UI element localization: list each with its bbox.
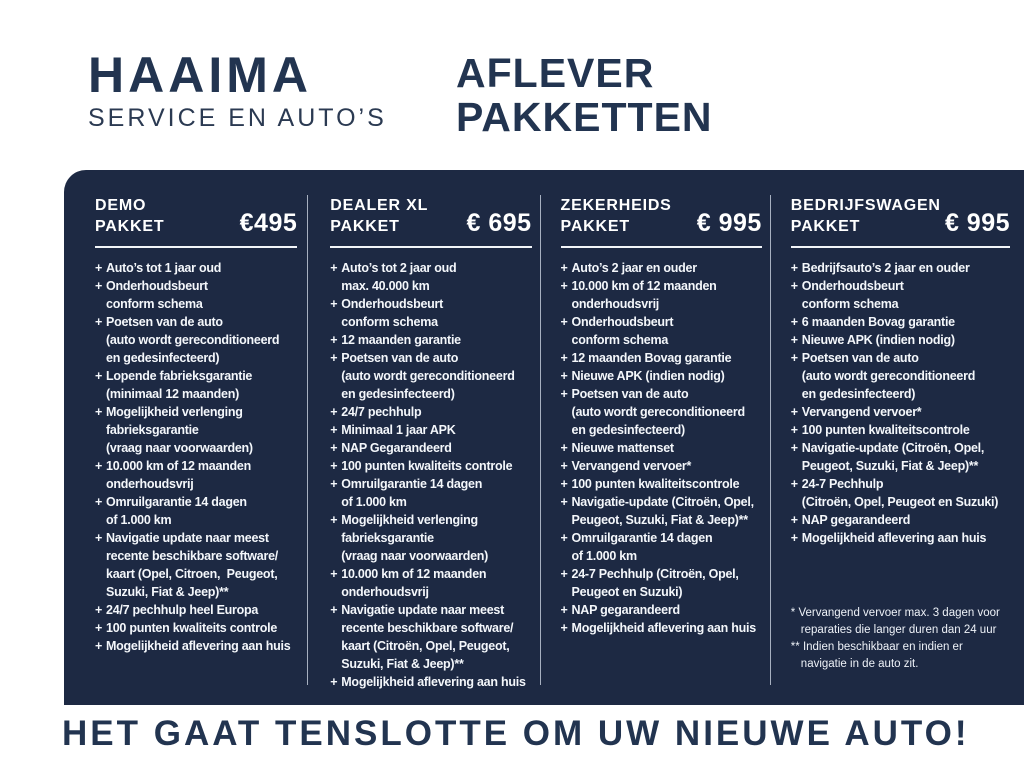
feature-text bbox=[802, 349, 1010, 403]
package-price: €495 bbox=[239, 209, 298, 237]
feature-item bbox=[95, 367, 297, 403]
plus-marker: + bbox=[330, 405, 338, 419]
plus-marker: + bbox=[330, 261, 338, 275]
feature-item bbox=[791, 421, 1010, 439]
feature-line: Mogelijkheid verlenging bbox=[106, 405, 243, 419]
footnote bbox=[791, 639, 1010, 673]
package-header bbox=[330, 195, 531, 237]
package-name bbox=[791, 195, 941, 237]
plus-marker: + bbox=[790, 513, 799, 527]
package-name-line: PAKKET bbox=[330, 218, 400, 235]
feature-item bbox=[95, 601, 297, 619]
page-title bbox=[456, 52, 713, 140]
feature-line: onderhoudsvrij bbox=[341, 585, 429, 599]
feature-line: (auto wordt gereconditioneerd bbox=[341, 369, 515, 383]
feature-line: conform schema bbox=[341, 315, 438, 329]
feature-line: 10.000 km of 12 maanden bbox=[571, 279, 717, 293]
feature-text bbox=[106, 601, 297, 619]
feature-line: max. 40.000 km bbox=[341, 279, 430, 293]
plus-marker: + bbox=[560, 495, 568, 509]
feature-item bbox=[561, 529, 762, 565]
feature-line: 24-7 Pechhulp (Citroën, Opel, bbox=[571, 567, 739, 581]
plus-marker: + bbox=[95, 621, 103, 635]
feature-item bbox=[330, 475, 531, 511]
feature-item bbox=[330, 421, 531, 439]
plus-marker: + bbox=[560, 261, 568, 275]
package-name bbox=[95, 195, 164, 237]
feature-line: Nieuwe APK (indien nodig) bbox=[571, 369, 725, 383]
feature-text bbox=[341, 439, 531, 457]
feature-text bbox=[572, 349, 762, 367]
feature-text bbox=[802, 511, 1010, 529]
feature-item bbox=[791, 511, 1010, 529]
feature-text bbox=[106, 529, 297, 601]
feature-item bbox=[791, 439, 1010, 475]
feature-text bbox=[802, 277, 1010, 313]
footnote-line: ** Indien beschikbaar en indien er bbox=[790, 641, 963, 653]
feature-line: Bedrijfsauto’s 2 jaar en ouder bbox=[801, 261, 970, 275]
feature-item bbox=[330, 439, 531, 457]
feature-line: 100 punten kwaliteitscontrole bbox=[571, 477, 740, 491]
feature-line: (auto wordt gereconditioneerd bbox=[106, 333, 280, 347]
feature-line: Navigatie update naar meest bbox=[341, 603, 505, 617]
feature-item bbox=[95, 259, 297, 277]
feature-item bbox=[561, 259, 762, 277]
feature-text bbox=[106, 637, 297, 655]
package-name bbox=[330, 195, 428, 237]
package-header bbox=[95, 195, 297, 237]
feature-line: NAP gegarandeerd bbox=[801, 513, 911, 527]
footnote bbox=[791, 605, 1010, 639]
feature-line: Omruilgarantie 14 dagen bbox=[571, 531, 713, 545]
feature-line: Mogelijkheid aflevering aan huis bbox=[801, 531, 987, 545]
feature-line: 100 punten kwaliteits controle bbox=[341, 459, 513, 473]
feature-line: en gedesinfecteerd) bbox=[801, 387, 916, 401]
feature-line: kaart (Opel, Citroen, Peugeot, bbox=[106, 567, 278, 581]
feature-line: Navigatie-update (Citroën, Opel, bbox=[571, 495, 754, 509]
package-feature-list bbox=[95, 259, 297, 655]
feature-text bbox=[802, 529, 1010, 547]
package-name-line: DEMO bbox=[95, 197, 147, 214]
package-feature-list bbox=[561, 259, 762, 637]
feature-text bbox=[572, 277, 762, 313]
feature-text bbox=[572, 439, 762, 457]
page-title-line1: AFLEVER bbox=[456, 50, 655, 96]
package-column bbox=[64, 170, 307, 705]
plus-marker: + bbox=[790, 477, 799, 491]
feature-item bbox=[95, 403, 297, 457]
feature-item bbox=[330, 673, 531, 691]
feature-item bbox=[330, 259, 531, 295]
feature-text bbox=[572, 313, 762, 349]
feature-line: fabrieksgarantie bbox=[106, 423, 199, 437]
package-header bbox=[561, 195, 762, 237]
feature-text bbox=[341, 457, 531, 475]
feature-line: NAP Gegarandeerd bbox=[341, 441, 452, 455]
feature-line: en gedesinfecteerd) bbox=[341, 387, 455, 401]
feature-line: Peugeot en Suzuki) bbox=[571, 585, 683, 599]
feature-line: conform schema bbox=[106, 297, 203, 311]
feature-text bbox=[572, 601, 762, 619]
feature-line: Omruilgarantie 14 dagen bbox=[341, 477, 483, 491]
feature-line: 24-7 Pechhulp bbox=[801, 477, 884, 491]
plus-marker: + bbox=[95, 315, 103, 329]
feature-line: Poetsen van de auto bbox=[106, 315, 223, 329]
plus-marker: + bbox=[560, 387, 568, 401]
feature-item bbox=[791, 277, 1010, 313]
feature-line: onderhoudsvrij bbox=[106, 477, 194, 491]
feature-text bbox=[572, 493, 762, 529]
feature-line: NAP gegarandeerd bbox=[571, 603, 680, 617]
feature-item bbox=[330, 511, 531, 565]
brand-logo bbox=[88, 47, 387, 133]
feature-item bbox=[561, 367, 762, 385]
feature-line: recente beschikbare software/ bbox=[106, 549, 278, 563]
feature-text bbox=[341, 421, 531, 439]
footnotes bbox=[791, 605, 1010, 673]
feature-text bbox=[106, 493, 297, 529]
feature-line: Suzuki, Fiat & Jeep)** bbox=[106, 585, 229, 599]
footer-slogan: HET GAAT TENSLOTTE OM UW NIEUWE AUTO! bbox=[62, 714, 970, 753]
feature-line: Vervangend vervoer* bbox=[571, 459, 692, 473]
plus-marker: + bbox=[330, 675, 338, 689]
feature-line: Vervangend vervoer* bbox=[801, 405, 922, 419]
feature-line: Peugeot, Suzuki, Fiat & Jeep)** bbox=[571, 513, 748, 527]
feature-line: Poetsen van de auto bbox=[571, 387, 689, 401]
feature-line: Onderhoudsbeurt bbox=[106, 279, 208, 293]
feature-line: Peugeot, Suzuki, Fiat & Jeep)** bbox=[801, 459, 979, 473]
feature-item bbox=[95, 277, 297, 313]
feature-line: 10.000 km of 12 maanden bbox=[106, 459, 252, 473]
feature-text bbox=[341, 331, 531, 349]
feature-item bbox=[561, 313, 762, 349]
plus-marker: + bbox=[560, 315, 568, 329]
feature-text bbox=[802, 439, 1010, 475]
feature-line: Minimaal 1 jaar APK bbox=[341, 423, 456, 437]
feature-line: kaart (Citroën, Opel, Peugeot, bbox=[341, 639, 510, 653]
feature-line: Nieuwe APK (indien nodig) bbox=[801, 333, 955, 347]
plus-marker: + bbox=[330, 477, 338, 491]
feature-line: 24/7 pechhulp bbox=[341, 405, 422, 419]
package-name-line: DEALER XL bbox=[330, 197, 429, 214]
plus-marker: + bbox=[330, 441, 338, 455]
plus-marker: + bbox=[95, 405, 103, 419]
feature-text bbox=[572, 475, 762, 493]
plus-marker: + bbox=[330, 513, 338, 527]
feature-item bbox=[561, 349, 762, 367]
package-header bbox=[791, 195, 1010, 237]
feature-line: Onderhoudsbeurt bbox=[571, 315, 674, 329]
feature-line: (Citroën, Opel, Peugeot en Suzuki) bbox=[801, 495, 999, 509]
feature-text bbox=[106, 457, 297, 493]
feature-line: onderhoudsvrij bbox=[571, 297, 660, 311]
footnote-line: reparaties die langer duren dan 24 uur bbox=[800, 624, 997, 636]
feature-item bbox=[561, 565, 762, 601]
feature-line: en gedesinfecteerd) bbox=[106, 351, 220, 365]
plus-marker: + bbox=[330, 603, 338, 617]
feature-item bbox=[791, 259, 1010, 277]
brand-tagline: SERVICE EN AUTO’S bbox=[88, 104, 387, 132]
plus-marker: + bbox=[560, 459, 568, 473]
feature-line: of 1.000 km bbox=[571, 549, 637, 563]
plus-marker: + bbox=[790, 531, 799, 545]
feature-text bbox=[106, 403, 297, 457]
feature-item bbox=[791, 331, 1010, 349]
package-price: € 695 bbox=[466, 209, 532, 237]
feature-text bbox=[341, 475, 531, 511]
plus-marker: + bbox=[790, 351, 799, 365]
package-price: € 995 bbox=[944, 209, 1010, 237]
plus-marker: + bbox=[95, 603, 103, 617]
feature-line: Suzuki, Fiat & Jeep)** bbox=[341, 657, 464, 671]
feature-line: Navigatie update naar meest bbox=[106, 531, 269, 545]
feature-line: conform schema bbox=[571, 333, 669, 347]
feature-line: 100 punten kwaliteits controle bbox=[106, 621, 278, 635]
feature-item bbox=[561, 601, 762, 619]
feature-text bbox=[106, 277, 297, 313]
feature-line: en gedesinfecteerd) bbox=[571, 423, 685, 437]
plus-marker: + bbox=[560, 477, 568, 491]
plus-marker: + bbox=[330, 423, 338, 437]
feature-item bbox=[561, 493, 762, 529]
plus-marker: + bbox=[95, 639, 103, 653]
feature-line: Auto’s tot 1 jaar oud bbox=[106, 261, 222, 275]
plus-marker: + bbox=[560, 567, 568, 581]
package-price: € 995 bbox=[696, 209, 762, 237]
feature-line: Onderhoudsbeurt bbox=[801, 279, 904, 293]
package-title-rule bbox=[561, 246, 762, 248]
feature-item bbox=[561, 277, 762, 313]
feature-text bbox=[341, 511, 531, 565]
feature-line: of 1.000 km bbox=[106, 513, 172, 527]
feature-line: conform schema bbox=[801, 297, 899, 311]
plus-marker: + bbox=[560, 369, 568, 383]
feature-line: 6 maanden Bovag garantie bbox=[801, 315, 955, 329]
feature-line: Mogelijkheid aflevering aan huis bbox=[106, 639, 291, 653]
package-title-rule bbox=[95, 246, 297, 248]
feature-item bbox=[561, 457, 762, 475]
feature-line: Auto’s 2 jaar en ouder bbox=[571, 261, 697, 275]
feature-line: Mogelijkheid aflevering aan huis bbox=[571, 621, 756, 635]
feature-text bbox=[572, 385, 762, 439]
plus-marker: + bbox=[790, 315, 799, 329]
feature-item bbox=[95, 529, 297, 601]
feature-line: Navigatie-update (Citroën, Opel, bbox=[801, 441, 985, 455]
feature-text bbox=[106, 367, 297, 403]
feature-text bbox=[341, 601, 531, 673]
feature-text bbox=[802, 403, 1010, 421]
feature-line: (vraag naar voorwaarden) bbox=[341, 549, 489, 563]
package-feature-list bbox=[791, 259, 1010, 547]
package-name-line: PAKKET bbox=[790, 218, 861, 235]
brand-name: HAAIMA bbox=[88, 47, 312, 103]
feature-item bbox=[330, 457, 531, 475]
plus-marker: + bbox=[790, 261, 799, 275]
feature-text bbox=[802, 421, 1010, 439]
feature-line: Omruilgarantie 14 dagen bbox=[106, 495, 247, 509]
feature-item bbox=[791, 529, 1010, 547]
feature-line: of 1.000 km bbox=[341, 495, 407, 509]
plus-marker: + bbox=[560, 603, 568, 617]
feature-line: Mogelijkheid aflevering aan huis bbox=[341, 675, 526, 689]
packages-panel bbox=[64, 170, 1024, 705]
plus-marker: + bbox=[95, 261, 103, 275]
feature-text bbox=[802, 259, 1010, 277]
feature-line: Mogelijkheid verlenging bbox=[341, 513, 478, 527]
package-feature-list bbox=[330, 259, 531, 691]
feature-text bbox=[572, 529, 762, 565]
feature-line: 12 maanden Bovag garantie bbox=[571, 351, 732, 365]
feature-item bbox=[330, 295, 531, 331]
feature-item bbox=[330, 349, 531, 403]
feature-item bbox=[791, 313, 1010, 331]
feature-text bbox=[802, 475, 1010, 511]
feature-text bbox=[572, 565, 762, 601]
feature-text bbox=[572, 367, 762, 385]
plus-marker: + bbox=[790, 405, 799, 419]
feature-text bbox=[341, 349, 531, 403]
feature-text bbox=[572, 457, 762, 475]
footnote-line: navigatie in de auto zit. bbox=[800, 658, 919, 670]
feature-item bbox=[95, 619, 297, 637]
feature-item bbox=[95, 637, 297, 655]
feature-text bbox=[106, 259, 297, 277]
plus-marker: + bbox=[95, 369, 103, 383]
feature-item bbox=[791, 349, 1010, 403]
plus-marker: + bbox=[95, 279, 103, 293]
package-name bbox=[561, 195, 672, 237]
feature-text bbox=[802, 313, 1010, 331]
feature-item bbox=[791, 475, 1010, 511]
feature-item bbox=[791, 403, 1010, 421]
footnote-line: * Vervangend vervoer max. 3 dagen voor bbox=[790, 607, 1000, 619]
plus-marker: + bbox=[95, 495, 103, 509]
plus-marker: + bbox=[790, 333, 799, 347]
package-name-line: PAKKET bbox=[560, 218, 630, 235]
feature-line: (auto wordt gereconditioneerd bbox=[801, 369, 976, 383]
feature-item bbox=[330, 601, 531, 673]
feature-item bbox=[561, 619, 762, 637]
plus-marker: + bbox=[330, 567, 338, 581]
plus-marker: + bbox=[560, 621, 568, 635]
package-column bbox=[771, 170, 1024, 705]
package-name-line: BEDRIJFSWAGEN bbox=[790, 197, 941, 214]
plus-marker: + bbox=[330, 459, 338, 473]
feature-item bbox=[330, 331, 531, 349]
feature-line: (vraag naar voorwaarden) bbox=[106, 441, 253, 455]
feature-text bbox=[341, 259, 531, 295]
feature-line: Poetsen van de auto bbox=[341, 351, 459, 365]
feature-line: (minimaal 12 maanden) bbox=[106, 387, 239, 401]
feature-item bbox=[561, 475, 762, 493]
plus-marker: + bbox=[560, 279, 568, 293]
feature-text bbox=[341, 565, 531, 601]
plus-marker: + bbox=[560, 441, 568, 455]
feature-text bbox=[802, 331, 1010, 349]
feature-text bbox=[341, 403, 531, 421]
feature-text bbox=[572, 259, 762, 277]
package-column bbox=[308, 170, 539, 705]
package-name-line: ZEKERHEIDS bbox=[560, 197, 672, 214]
plus-marker: + bbox=[330, 297, 338, 311]
package-column bbox=[541, 170, 770, 705]
feature-text bbox=[106, 313, 297, 367]
feature-item bbox=[330, 403, 531, 421]
plus-marker: + bbox=[790, 279, 799, 293]
plus-marker: + bbox=[95, 459, 103, 473]
feature-line: fabrieksgarantie bbox=[341, 531, 434, 545]
feature-line: 12 maanden garantie bbox=[341, 333, 461, 347]
plus-marker: + bbox=[330, 351, 338, 365]
package-title-rule bbox=[791, 246, 1010, 248]
feature-line: 24/7 pechhulp heel Europa bbox=[106, 603, 259, 617]
feature-line: recente beschikbare software/ bbox=[341, 621, 514, 635]
feature-text bbox=[106, 619, 297, 637]
feature-text bbox=[572, 619, 762, 637]
feature-text bbox=[341, 673, 531, 691]
plus-marker: + bbox=[790, 423, 799, 437]
feature-item bbox=[95, 457, 297, 493]
plus-marker: + bbox=[330, 333, 338, 347]
feature-line: Nieuwe mattenset bbox=[571, 441, 674, 455]
feature-line: 10.000 km of 12 maanden bbox=[341, 567, 487, 581]
feature-line: Lopende fabrieksgarantie bbox=[106, 369, 253, 383]
page-title-line2: PAKKETTEN bbox=[456, 93, 713, 140]
feature-item bbox=[95, 493, 297, 529]
feature-line: 100 punten kwaliteitscontrole bbox=[801, 423, 970, 437]
package-title-rule bbox=[330, 246, 531, 248]
feature-item bbox=[95, 313, 297, 367]
feature-line: Auto’s tot 2 jaar oud bbox=[341, 261, 457, 275]
feature-item bbox=[561, 439, 762, 457]
plus-marker: + bbox=[790, 441, 799, 455]
feature-item bbox=[561, 385, 762, 439]
feature-line: Onderhoudsbeurt bbox=[341, 297, 444, 311]
plus-marker: + bbox=[95, 531, 103, 545]
feature-text bbox=[341, 295, 531, 331]
feature-line: (auto wordt gereconditioneerd bbox=[571, 405, 745, 419]
plus-marker: + bbox=[560, 531, 568, 545]
feature-item bbox=[330, 565, 531, 601]
feature-line: Poetsen van de auto bbox=[801, 351, 919, 365]
plus-marker: + bbox=[560, 351, 568, 365]
package-name-line: PAKKET bbox=[95, 218, 165, 235]
